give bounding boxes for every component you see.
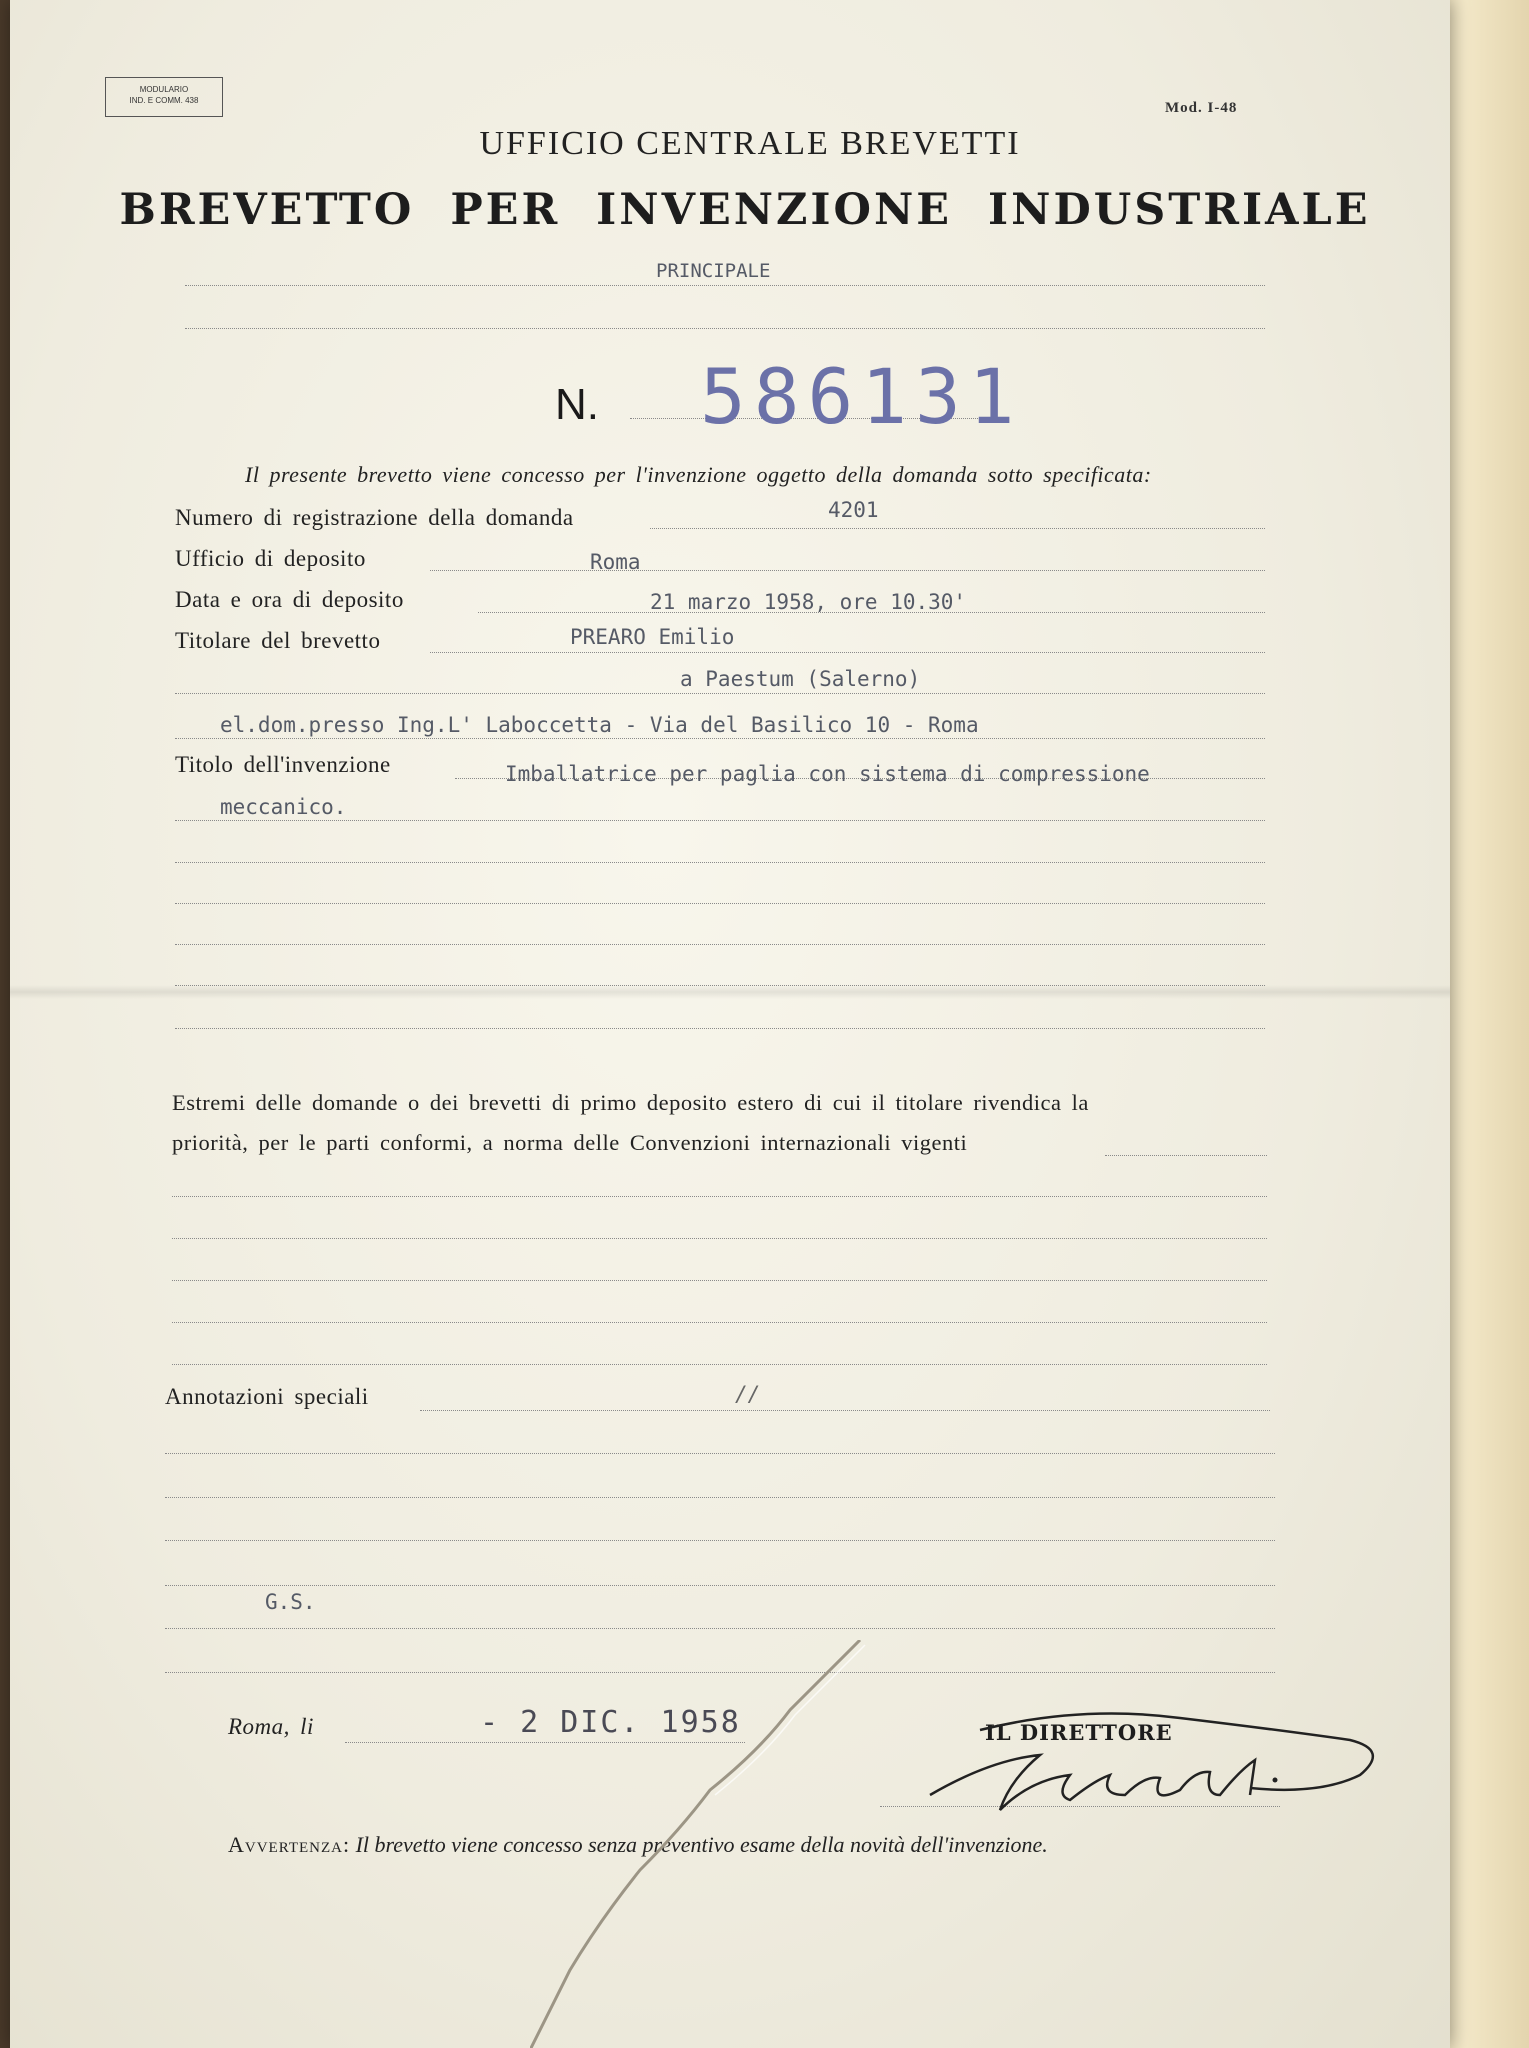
- office-heading: UFFICIO CENTRALE BREVETTI: [479, 125, 1021, 162]
- priority-text-1: Estremi delle domande o dei brevetti di primo deposito estero di cui il titolare rivendica la: [172, 1090, 1089, 1115]
- modulario-line2: IND. E COMM. 438: [129, 96, 199, 105]
- modulario-box: [105, 77, 223, 117]
- holder-city: a Paestum (Salerno): [680, 667, 921, 691]
- modulario-line1: MODULARIO: [139, 85, 189, 94]
- warning-label: Avvertenza:: [228, 1832, 351, 1857]
- model-code: Mod. I-48: [1165, 100, 1238, 116]
- invention-title-label: Titolo dell'invenzione: [175, 752, 391, 777]
- invention-title-1: Imballatrice per paglia con sistema di compressione: [505, 762, 1150, 786]
- invention-title-2: meccanico.: [220, 795, 347, 819]
- director-signature: [920, 1700, 1400, 1830]
- holder-label: Titolare del brevetto: [175, 628, 381, 653]
- registration-value: 4201: [828, 498, 879, 522]
- patent-number-label: N.: [555, 380, 599, 429]
- registration-label: Numero di registrazione della domanda: [175, 505, 574, 530]
- director-label: IL DIRETTORE: [985, 1720, 1173, 1745]
- office-label: Ufficio di deposito: [175, 546, 366, 571]
- place-label: Roma, li: [228, 1714, 314, 1739]
- intro-text: Il presente brevetto viene concesso per l'invenzione oggetto della domanda sotto specificata:: [245, 462, 1152, 487]
- date-stamp: - 2 DIC. 1958: [480, 1705, 741, 1740]
- annotations-value: //: [735, 1382, 761, 1406]
- date-value: 21 marzo 1958, ore 10.30': [650, 590, 967, 614]
- date-label: Data e ora di deposito: [175, 587, 404, 612]
- holder-domicile: el.dom.presso Ing.L' Laboccetta - Via del Basilico 10 - Roma: [220, 713, 979, 737]
- patent-number: 586131: [700, 352, 1023, 441]
- warning-text: Il brevetto viene concesso senza preventivo esame della novità dell'invenzione.: [355, 1832, 1048, 1857]
- office-value: Roma: [590, 550, 641, 574]
- initials: G.S.: [265, 1590, 316, 1614]
- document-title: BREVETTO PER INVENZIONE INDUSTRIALE: [119, 185, 1371, 235]
- patent-certificate: [10, 0, 1450, 2048]
- annotations-label: Annotazioni speciali: [165, 1384, 369, 1409]
- priority-text-2: priorità, per le parti conformi, a norma delle Convenzioni internazionali vigenti: [172, 1130, 968, 1155]
- paper-fold: [10, 985, 1450, 999]
- patent-type: PRINCIPALE: [656, 260, 771, 282]
- holder-value: PREARO Emilio: [570, 625, 735, 649]
- paper-tear: [530, 1640, 950, 2048]
